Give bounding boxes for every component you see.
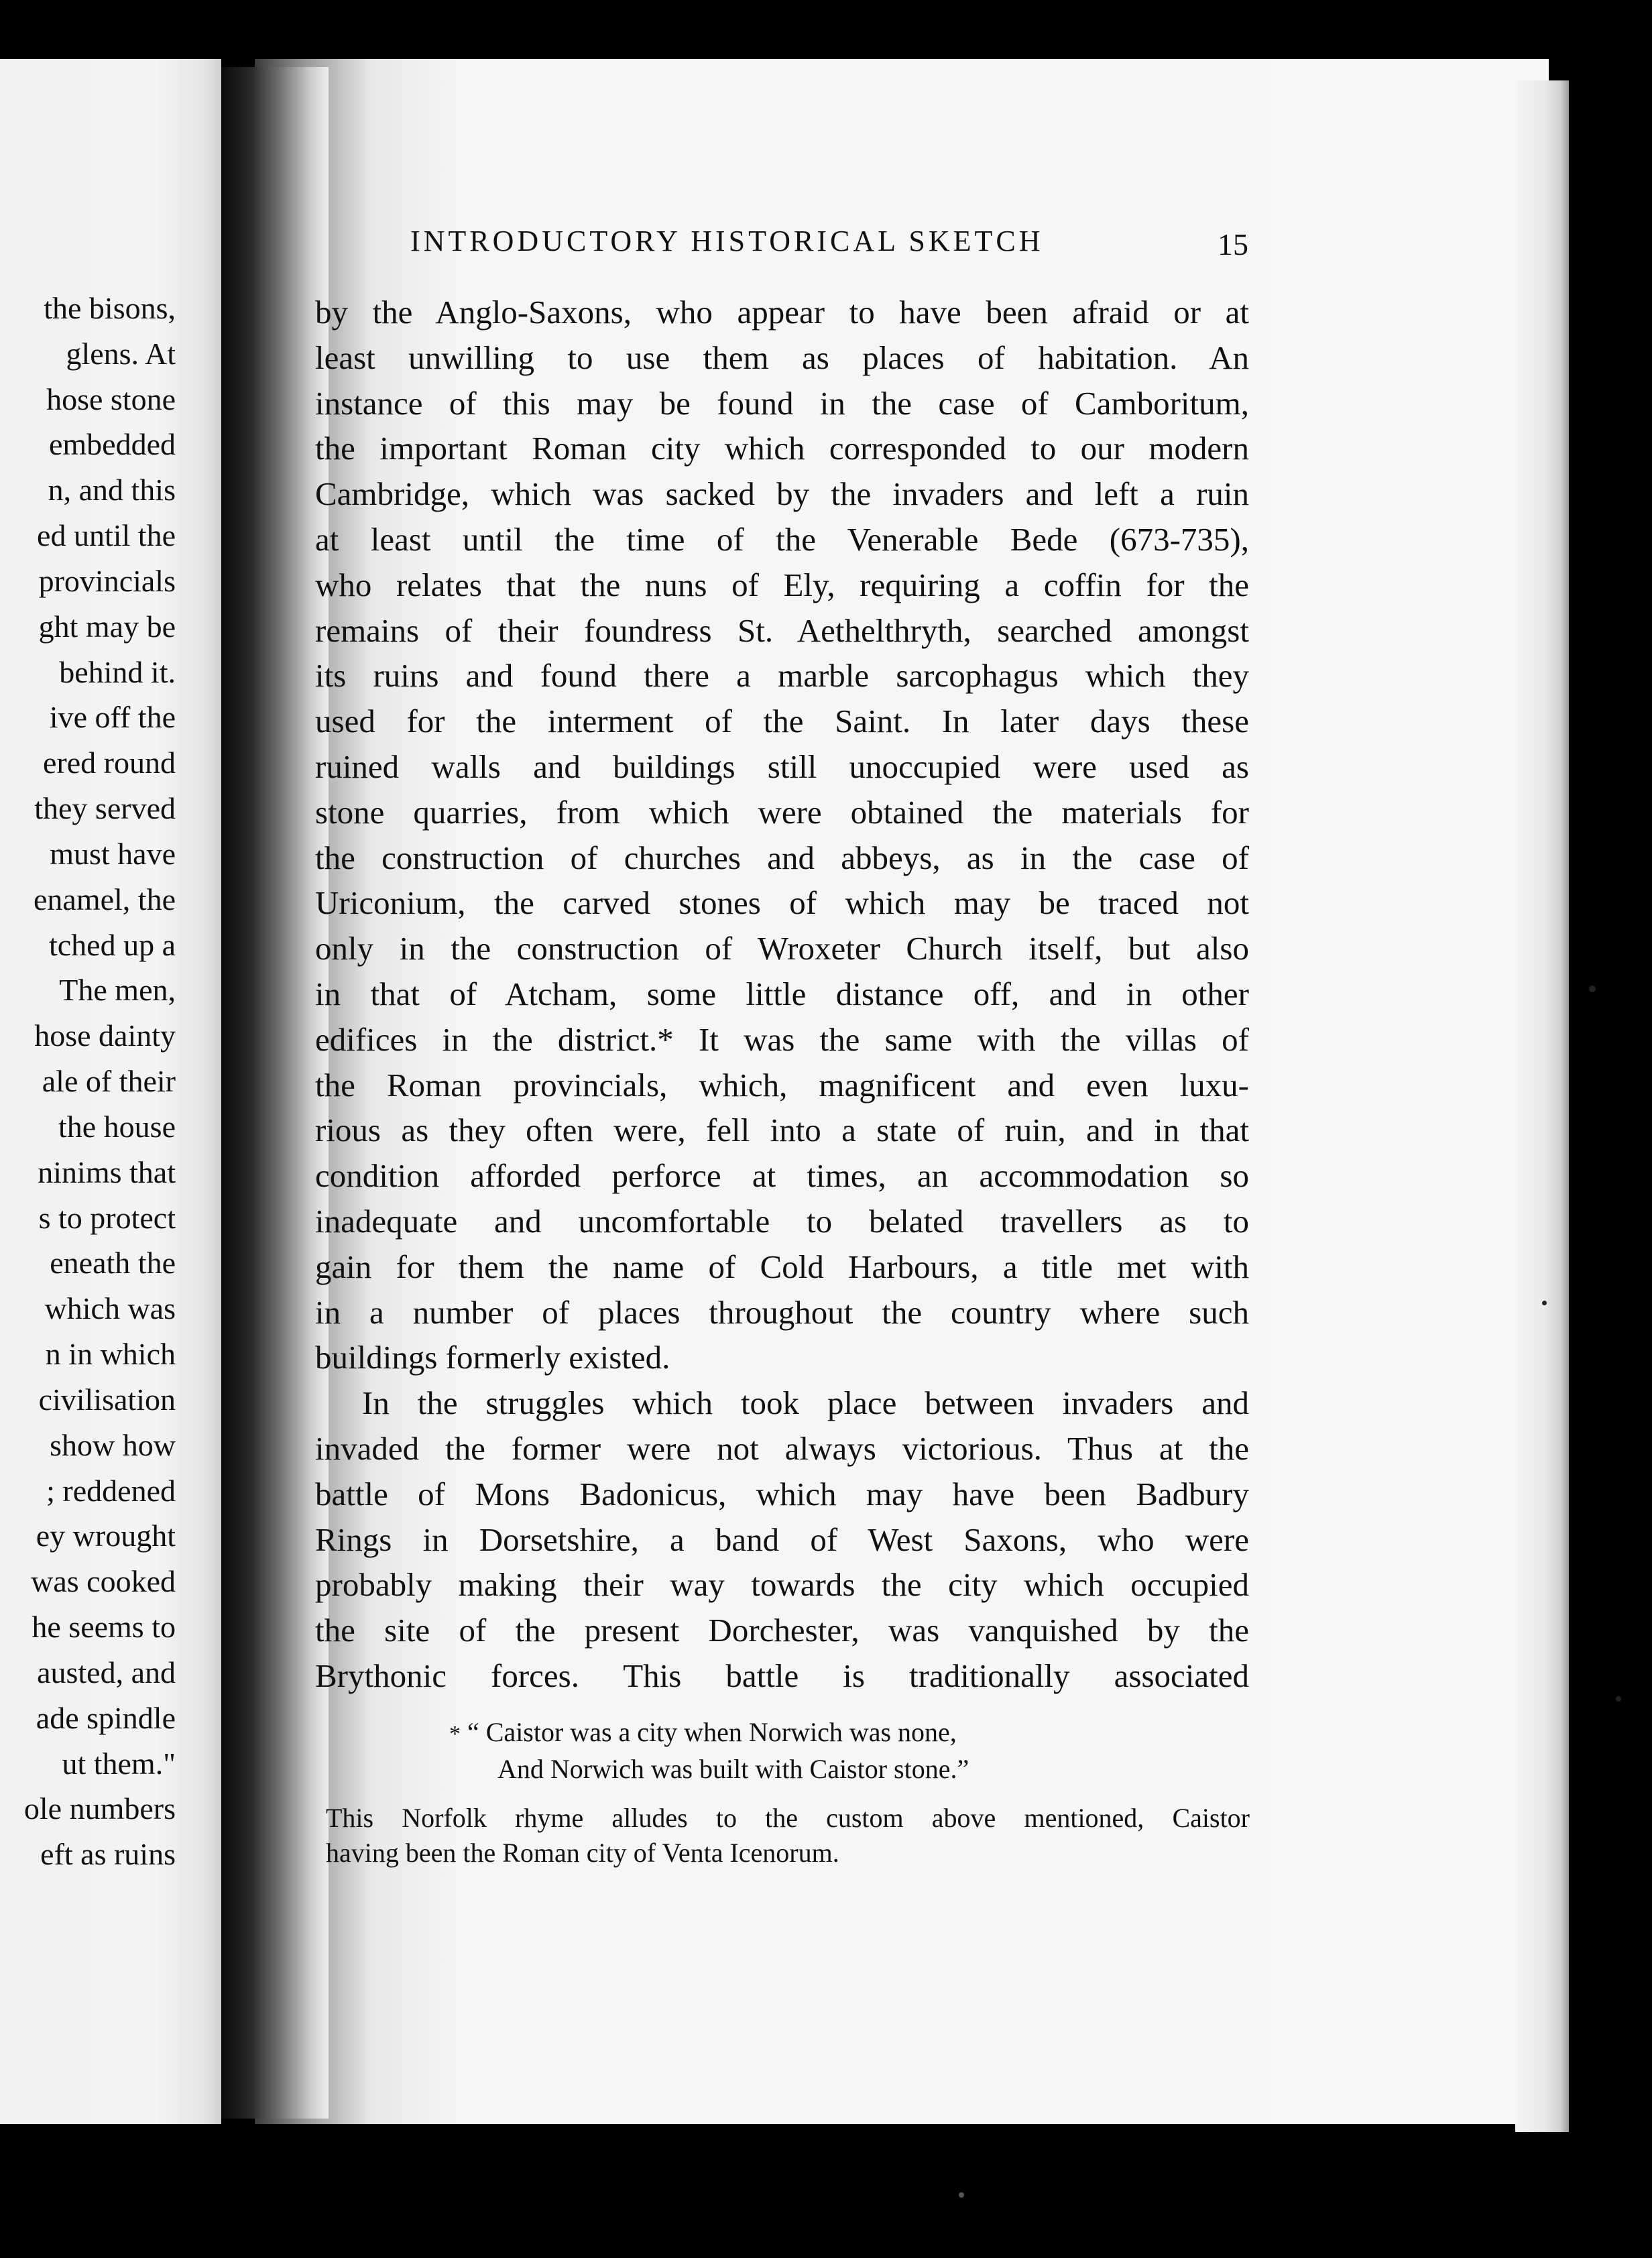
body-line: Rings in Dorsetshire, a band of West Saxons, who were [315,1521,1249,1558]
left-page-line: s to protect [38,1201,176,1235]
scan-speck [959,2192,964,2198]
left-page-line: behind it. [59,655,176,689]
left-page-line: enamel, the [33,882,176,916]
body-line: edifices in the district.* It was the same with the villas of [315,1020,1249,1058]
body-line: least unwilling to use them as places of habitation. An [315,339,1249,376]
left-page-line: which was [44,1291,176,1325]
left-page-line: hose dainty [34,1018,176,1053]
body-line: instance of this may be found in the case of Camboritum, [315,384,1249,422]
left-page-line: ey wrought [36,1519,176,1553]
left-page-line: the house [58,1110,176,1144]
body-line: in that of Atcham, some little distance off, and in other [315,975,1249,1012]
left-page-line: ed until the [37,518,176,552]
body-line: inadequate and uncomfortable to belated travellers as to [315,1202,1249,1240]
footnote-verse-text: “ Caistor was a city when Norwich was none, [467,1717,957,1747]
left-page-line: n in which [45,1337,176,1371]
left-page-line: eneath the [50,1246,176,1280]
left-page-line: glens. At [66,337,176,371]
body-line: at least until the time of the Venerable Bede (673-735), [315,520,1249,558]
footnote-verse-line [449,1715,969,1752]
left-page-line: ered round [43,746,176,780]
body-line: ruined walls and buildings still unoccupied were used as [315,748,1249,785]
body-line: battle of Mons Badonicus, which may have been Badbury [315,1475,1249,1512]
body-line: probably making their way towards the city which occupied [315,1566,1249,1604]
body-line: the site of the present Dorchester, was vanquished by the [315,1612,1249,1649]
facing-left-page [0,59,221,2124]
footnote-verse-line: And Norwich was built with Caistor stone.” [497,1754,969,1784]
body-text [315,290,1249,1699]
scan-speck [1616,1696,1621,1702]
left-page-line: hose stone [46,382,176,416]
left-page-line: show how [50,1428,176,1462]
body-line: who relates that the nuns of Ely, requiring a coffin for the [315,566,1249,603]
body-line: remains of their foundress St. Aethelthryth, searched amongst [315,611,1249,649]
page-edge-stack [1515,80,1569,2132]
running-head: INTRODUCTORY HISTORICAL SKETCH [410,225,1044,257]
left-page-line: ut them." [62,1746,176,1781]
footnote-note [326,1801,1250,1870]
left-page-line: provincials [38,564,176,598]
left-page-line: eft as ruins [40,1837,176,1871]
body-line: its ruins and found there a marble sarcophagus which they [315,657,1249,695]
left-page-line: must have [50,837,176,871]
left-page-line: ole numbers [23,1791,176,1826]
body-line: Brythonic forces. This battle is traditionally associated [315,1657,1249,1694]
body-line: gain for them the name of Cold Harbours, a title met with [315,1248,1249,1285]
footnote-marker: * [449,1722,461,1746]
footnote-verse [449,1715,969,1787]
left-page-line: tched up a [48,928,176,962]
body-line: by the Anglo-Saxons, who appear to have been afraid or at [315,294,1249,331]
body-line: in a number of places throughout the country where such [315,1293,1249,1331]
body-line: Uriconium, the carved stones of which may be traced not [315,884,1249,922]
body-line: the important Roman city which corresponded to our modern [315,430,1249,467]
book-gutter-shadow [221,67,329,2119]
body-line: the Roman provincials, which, magnificent and even luxu- [315,1066,1249,1104]
footnote-note-line: This Norfolk rhyme alludes to the custom above mentioned, Caistor [326,1803,1250,1833]
paragraph-start-line: In the struggles which took place between invaders and [362,1384,1249,1422]
left-page-line: ade spindle [36,1701,176,1735]
page-number: 15 [1218,227,1248,261]
left-page-line: ninims that [38,1155,176,1189]
body-line: rious as they often were, fell into a state of ruin, and in that [315,1112,1249,1149]
scan-speck [1589,986,1596,992]
scan-speck [1542,1301,1547,1305]
left-page-line: was cooked [31,1564,176,1598]
left-page-line: ; reddened [46,1474,176,1508]
left-page-line: The men, [59,973,176,1007]
left-page-line: austed, and [37,1655,176,1689]
body-line: buildings formerly existed. [315,1339,670,1376]
body-line: the construction of churches and abbeys, as in the case of [315,839,1249,876]
footnote-note-line: having been the Roman city of Venta Icenorum. [326,1838,839,1868]
body-line: Cambridge, which was sacked by the invaders and left a ruin [315,475,1249,513]
left-page-line: ght may be [38,609,176,644]
body-line: used for the interment of the Saint. In later days these [315,703,1249,740]
left-page-line: n, and this [48,473,176,507]
left-page-line: the bisons, [44,291,176,325]
left-page-line: ale of their [42,1064,176,1098]
left-page-line: ive off the [49,700,176,734]
body-line: only in the construction of Wroxeter Church itself, but also [315,930,1249,967]
left-page-line: civilisation [38,1382,176,1417]
left-page-line: embedded [48,427,176,461]
body-line: invaded the former were not always victorious. Thus at the [315,1429,1249,1467]
left-page-line: he seems to [32,1610,176,1644]
body-line: condition afforded perforce at times, an accommodation so [315,1157,1249,1195]
body-line: stone quarries, from which were obtained the materials for [315,793,1249,831]
left-page-line: they served [34,791,176,825]
